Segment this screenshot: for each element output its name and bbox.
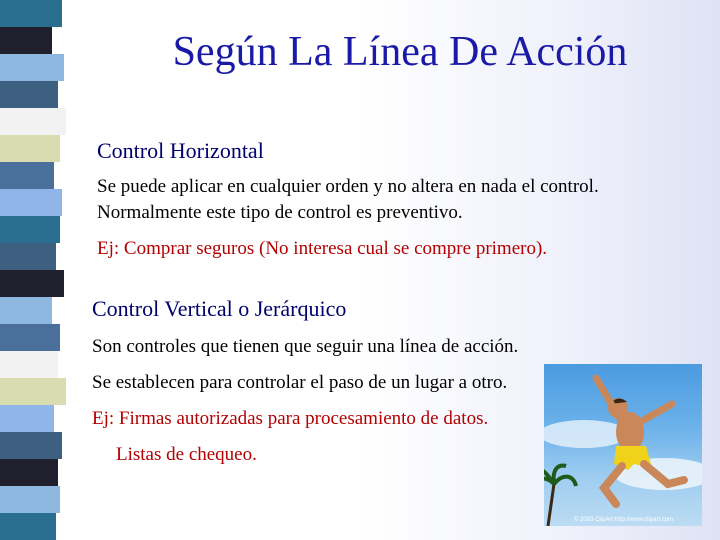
strip-block bbox=[0, 108, 66, 135]
strip-block bbox=[0, 189, 62, 216]
jumping-boy-photo bbox=[544, 364, 702, 526]
strip-block bbox=[0, 351, 58, 378]
section2-line2: Se establecen para controlar el paso de un lugar a otro. bbox=[92, 372, 508, 393]
strip-block bbox=[0, 324, 60, 351]
section2-line1: Son controles que tienen que seguir una línea de acción. bbox=[92, 336, 519, 357]
strip-block bbox=[0, 243, 56, 270]
slide-title: Según La Línea De Acción bbox=[172, 29, 628, 75]
strip-block bbox=[0, 432, 62, 459]
strip-block bbox=[0, 270, 64, 297]
strip-block bbox=[0, 81, 58, 108]
section2-heading: Control Vertical o Jerárquico bbox=[92, 296, 347, 321]
strip-block bbox=[0, 459, 58, 486]
strip-block bbox=[0, 27, 52, 54]
jumping-boy-illustration bbox=[544, 364, 702, 526]
strip-block bbox=[0, 297, 52, 324]
decorative-strip bbox=[0, 0, 68, 540]
strip-block bbox=[0, 54, 64, 81]
section1-heading: Control Horizontal bbox=[97, 138, 264, 163]
section1-example: Ej: Comprar seguros (No interesa cual se compre primero). bbox=[97, 238, 548, 259]
strip-block bbox=[0, 0, 62, 27]
photo-credit: © 2003 ClipArt http://www.clipart.com bbox=[574, 517, 674, 523]
strip-block bbox=[0, 405, 54, 432]
strip-block bbox=[0, 135, 60, 162]
section1-line1: Se puede aplicar en cualquier orden y no altera en nada el control. bbox=[97, 176, 599, 197]
section1-line2: Normalmente este tipo de control es preventivo. bbox=[97, 202, 463, 223]
strip-block bbox=[0, 513, 56, 540]
section2-example: Ej: Firmas autorizadas para procesamiento de datos. bbox=[92, 408, 489, 429]
section2-example2: Listas de chequeo. bbox=[116, 444, 257, 465]
strip-block bbox=[0, 216, 60, 243]
strip-block bbox=[0, 162, 54, 189]
strip-block bbox=[0, 486, 60, 513]
strip-block bbox=[0, 378, 66, 405]
